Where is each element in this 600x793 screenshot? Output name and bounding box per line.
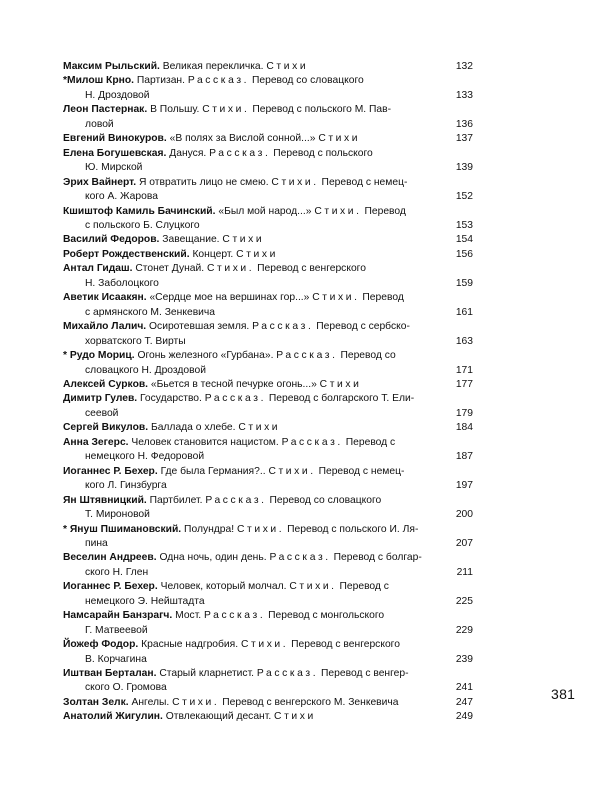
entry-genre: Рассказ. [256, 668, 319, 680]
entry-text: Одна ночь, один день. [159, 552, 270, 564]
entry-author: Золтан Зелк. [63, 696, 129, 708]
entry-text: Великая перекличка. [162, 61, 267, 72]
entry-author: Иштван Берталан. [63, 668, 157, 680]
entry-text: Завещание. [162, 234, 223, 246]
entry-page-number: 249 [455, 711, 473, 723]
entry-text: Государство. [140, 393, 205, 405]
entry-text: ловой [85, 118, 114, 130]
entry-genre: Стихи. [202, 104, 250, 116]
entry-page-number: 153 [455, 219, 473, 231]
entry-genre: Рассказ. [252, 321, 314, 333]
entry-continuation [63, 335, 433, 349]
entry-author: Елена Богушевская. [63, 147, 167, 159]
entry-text: Перевод с польского И. Ля- [284, 523, 419, 535]
entry-text: Перевод со [337, 350, 396, 362]
entry-text: Ю. Мирской [85, 162, 143, 174]
entry-text: «Бьется в тесной печурке огонь...» [150, 378, 320, 390]
entry-text: Перевод [361, 205, 406, 217]
entry-page-number: 154 [455, 234, 473, 246]
entry-continuation [63, 450, 433, 464]
toc-entry [63, 609, 473, 638]
entry-continuation [63, 595, 433, 609]
entry-text: Дануся. [169, 147, 210, 159]
entry-text: Человек, который молчал. [160, 581, 290, 593]
entry-author: Аветик Исаакян. [63, 292, 147, 304]
toc-entry [63, 147, 473, 176]
entry-text: Огонь железного «Гурбана». [137, 350, 277, 362]
entry-continuation [63, 653, 433, 667]
toc-entry [63, 580, 473, 609]
entry-text: пина [85, 537, 108, 549]
entry-continuation [63, 277, 433, 291]
entry-genre: Стихи. [312, 292, 360, 304]
entry-continuation [63, 89, 433, 103]
entry-author: Намсарайн Банзрагч. [63, 610, 173, 622]
entry-page-number: 161 [455, 306, 473, 318]
entry-text: Перевод с [336, 581, 389, 593]
entry-text: Отвлекающий десант. [165, 711, 275, 723]
toc-entry [63, 103, 473, 132]
entry-genre: Рассказ. [205, 494, 267, 506]
entry-author: Эрих Вайнерт. [63, 176, 137, 188]
entry-page-number: 136 [455, 118, 473, 130]
entry-text: «В полях за Вислой сонной...» [169, 133, 319, 145]
entry-page-number: 177 [455, 378, 473, 390]
entry-genre: Стихи. [271, 176, 319, 188]
entry-genre: Рассказ. [209, 147, 271, 159]
toc-entry [63, 696, 473, 710]
toc-entry [63, 205, 473, 234]
entry-page-number: 163 [455, 335, 473, 347]
entry-text: Перевод с [342, 436, 396, 448]
entry-text: Перевод с польского [270, 147, 373, 159]
entry-author: Леон Пастернак. [63, 104, 148, 116]
toc-entry [63, 710, 473, 724]
entry-author: *Милош Крно. [63, 75, 134, 87]
entry-genre: Стихи. [206, 263, 255, 275]
entry-text: с армянского М. Зенкевича [85, 306, 216, 318]
entry-author: * Януш Пшимановский. [63, 523, 182, 535]
entry-genre: Стихи [318, 133, 361, 145]
toc-entry [63, 291, 473, 320]
entry-page-number: 132 [455, 61, 473, 72]
entry-continuation [63, 624, 433, 638]
entry-page-number: 184 [455, 422, 473, 434]
entry-genre: Стихи [238, 422, 281, 434]
entry-genre: Стихи. [236, 523, 285, 535]
entry-continuation [63, 407, 433, 421]
entry-continuation [63, 306, 433, 320]
entry-author: Сергей Викулов. [63, 422, 149, 434]
entry-text: Осиротевшая земля. [149, 321, 253, 333]
entry-page-number: 171 [455, 364, 473, 376]
entry-page-number: 225 [455, 595, 473, 607]
entry-continuation [63, 190, 433, 204]
entry-text: Перевод со словацкого [266, 494, 382, 506]
toc-entry [63, 176, 473, 205]
entry-continuation [63, 566, 433, 580]
entry-author: Веселин Андреев. [63, 552, 157, 564]
entry-text: Перевод с немец- [315, 465, 405, 477]
entry-continuation [63, 681, 433, 695]
entry-text: Перевод с венгерского М. Зенкевича [219, 696, 399, 708]
entry-text: Где была Германия?.. [160, 465, 269, 477]
entry-text: ского О. Громова [85, 682, 167, 694]
toc-entry [63, 436, 473, 465]
toc-entry [63, 233, 473, 247]
toc-entry [63, 465, 473, 494]
entry-text: Перевод с болгарского Т. Ели- [266, 393, 415, 405]
entry-author: Иоганнес Р. Бехер. [63, 581, 158, 593]
toc-entry [63, 60, 473, 74]
entry-text: Перевод с польского М. Пав- [249, 104, 392, 116]
page-number: 381 [551, 686, 576, 702]
toc-entry [63, 378, 473, 392]
toc-entry [63, 392, 473, 421]
entry-text: «Сердце мое на вершинах гор...» [149, 292, 313, 304]
entry-author: Ян Штявницкий. [63, 494, 147, 506]
entry-author: Анатолий Жигулин. [63, 711, 163, 723]
entry-author: Анна Зегерс. [63, 436, 129, 448]
entry-author: Василий Федоров. [63, 234, 160, 246]
entry-page-number: 207 [455, 537, 473, 549]
entry-text: Перевод с венгерского [288, 639, 400, 651]
entry-page-number: 179 [455, 407, 473, 419]
entry-text: Баллада о хлебе. [150, 422, 239, 434]
toc-entry [63, 74, 473, 103]
entry-genre: Рассказ. [276, 350, 338, 362]
toc-entry [63, 421, 473, 435]
entry-text: Перевод с венгерского [254, 263, 366, 275]
entry-genre: Стихи [266, 61, 309, 72]
entry-page-number: 239 [455, 653, 473, 665]
entry-page-number: 137 [455, 133, 473, 145]
toc-entry [63, 262, 473, 291]
toc-entry [63, 667, 473, 696]
entry-genre: Стихи [274, 711, 316, 723]
table-of-contents [63, 60, 473, 725]
entry-text: Партизан. [136, 75, 188, 87]
toc-entry [63, 320, 473, 349]
entry-continuation [63, 537, 433, 551]
entry-page-number: 229 [455, 624, 473, 636]
entry-text: Старый кларнетист. [159, 668, 257, 680]
entry-genre: Стихи [319, 378, 362, 390]
entry-text: словацкого Н. Дроздовой [85, 364, 206, 376]
entry-continuation [63, 161, 433, 175]
entry-author: Иоганнес Р. Бехер. [63, 465, 158, 477]
entry-text: немецкого Н. Федоровой [85, 451, 205, 463]
entry-text: Н. Дроздовой [85, 89, 150, 101]
toc-entry [63, 132, 473, 146]
entry-continuation [63, 219, 433, 233]
entry-author: Антал Гидаш. [63, 263, 133, 275]
toc-entry [63, 349, 473, 378]
entry-genre: Стихи. [240, 639, 289, 651]
entry-continuation [63, 508, 433, 522]
entry-genre: Стихи [236, 248, 278, 260]
entry-author: Алексей Сурков. [63, 378, 149, 390]
entry-text: Я отвратить лицо не смею. [139, 176, 272, 188]
entry-author: Максим Рыльский. [63, 61, 160, 72]
entry-page-number: 159 [455, 277, 473, 289]
entry-page-number: 156 [455, 248, 473, 260]
entry-genre: Стихи [222, 234, 265, 246]
entry-genre: Рассказ. [204, 610, 266, 622]
entry-text: В. Корчагина [85, 653, 147, 665]
toc-entry [63, 638, 473, 667]
entry-page-number: 247 [455, 696, 473, 708]
entry-text: Мост. [175, 610, 205, 622]
entry-text: сеевой [85, 407, 119, 419]
entry-author: Евгений Винокуров. [63, 133, 167, 145]
entry-text: с польского Б. Слуцкого [85, 219, 200, 231]
entry-genre: Рассказ. [281, 436, 343, 448]
entry-text: Перевод с монгольского [265, 610, 385, 622]
toc-entry [63, 523, 473, 552]
entry-genre: Стихи. [289, 581, 337, 593]
entry-page-number: 139 [455, 162, 473, 174]
entry-genre: Рассказ. [187, 75, 250, 87]
entry-text: Красные надгробия. [141, 639, 241, 651]
entry-page-number: 211 [456, 566, 473, 578]
entry-author: Йожеф Фодор. [63, 639, 139, 651]
entry-genre: Рассказ. [269, 552, 331, 564]
entry-page-number: 200 [455, 509, 473, 521]
entry-text: Г. Матвеевой [85, 624, 148, 636]
entry-text: Перевод с сербско- [313, 321, 410, 333]
entry-text: Человек становится нацистом. [131, 436, 282, 448]
entry-continuation [63, 118, 433, 132]
entry-text: Ангелы. [131, 696, 173, 708]
entry-text: Перевод с немец- [318, 176, 408, 188]
entry-text: кого Л. Гинзбурга [85, 480, 167, 492]
entry-text: «Был мой народ...» [218, 205, 315, 217]
entry-author: Димитр Гулев. [63, 393, 138, 405]
entry-text: Стонет Дунай. [135, 263, 207, 275]
entry-text: Перевод [359, 292, 404, 304]
entry-genre: Стихи. [172, 696, 220, 708]
toc-entry [63, 494, 473, 523]
entry-text: Перевод со словацкого [249, 75, 364, 87]
entry-genre: Стихи. [314, 205, 362, 217]
entry-text: Концерт. [192, 248, 237, 260]
toc-entry [63, 551, 473, 580]
entry-page-number: 241 [455, 682, 473, 694]
entry-genre: Рассказ. [204, 393, 267, 405]
entry-text: хорватского Т. Вирты [85, 335, 186, 347]
entry-text: Н. Заболоцкого [85, 277, 159, 289]
entry-page-number: 152 [455, 191, 473, 203]
entry-text: Полундра! [184, 523, 237, 535]
entry-author: * Рудо Мориц. [63, 350, 135, 362]
entry-author: Михайло Лалич. [63, 321, 147, 333]
entry-author: Кшиштоф Камиль Бачинский. [63, 205, 216, 217]
entry-text: немецкого Э. Нейштадта [85, 595, 205, 607]
entry-text: Перевод с болгар- [330, 552, 422, 564]
entry-author: Роберт Рождественский. [63, 248, 190, 260]
entry-genre: Стихи. [268, 465, 316, 477]
entry-continuation [63, 364, 433, 378]
toc-entry [63, 248, 473, 262]
entry-text: Перевод с венгер- [318, 668, 409, 680]
entry-continuation [63, 479, 433, 493]
entry-page-number: 197 [455, 480, 473, 492]
entry-text: Партбилет. [149, 494, 206, 506]
entry-text: В Польшу. [150, 104, 203, 116]
entry-text: ского Н. Глен [85, 566, 149, 578]
entry-page-number: 187 [455, 451, 473, 463]
entry-text: кого А. Жарова [85, 191, 158, 203]
entry-text: Т. Мироновой [85, 509, 150, 521]
entry-page-number: 133 [455, 89, 473, 101]
